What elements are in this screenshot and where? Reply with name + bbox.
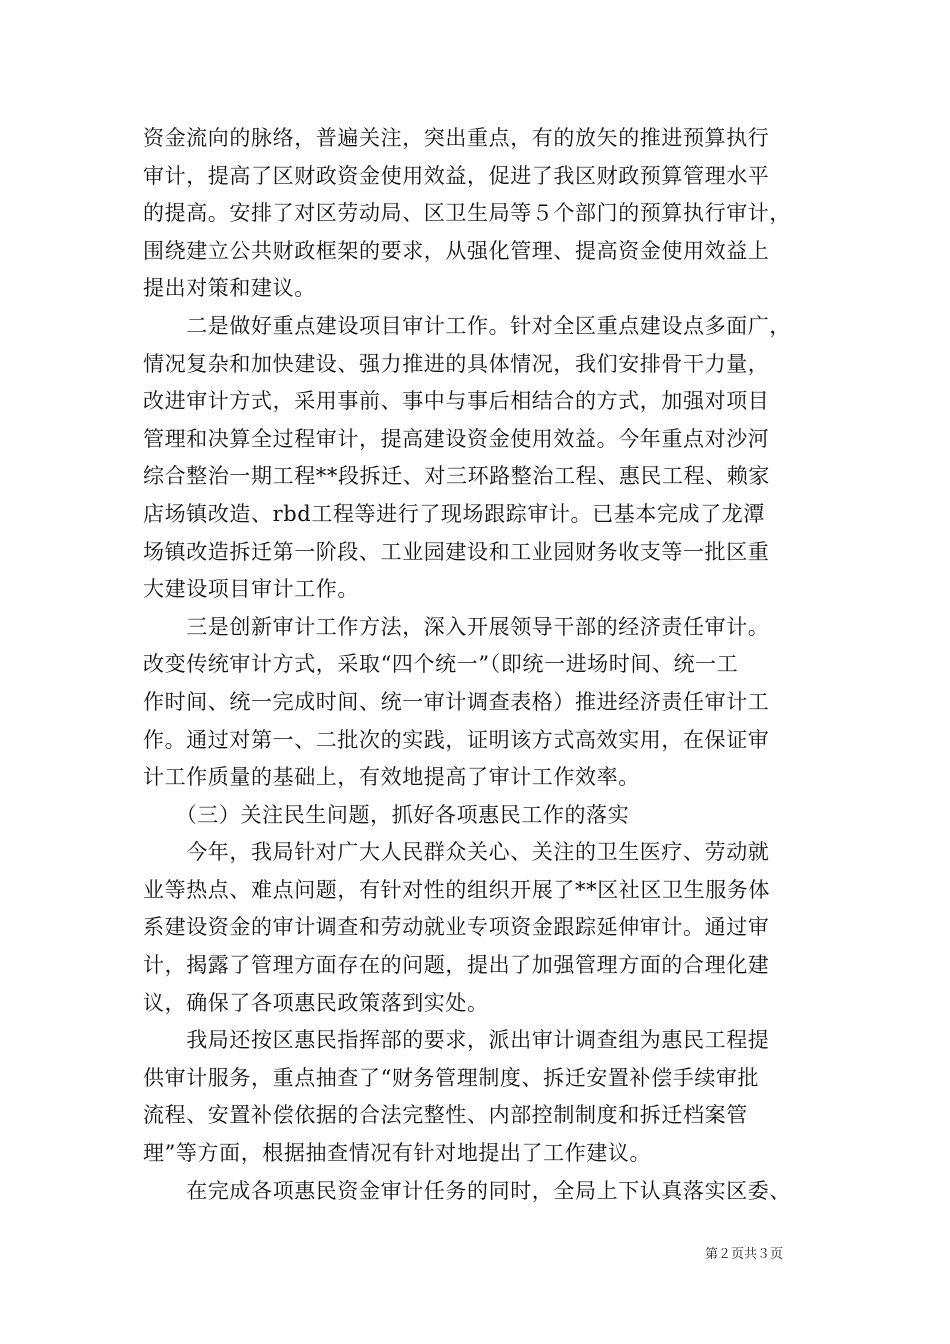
text-line: 改进审计方式，采用事前、事中与事后相结合的方式，加强对项目 [143, 389, 770, 414]
text-line: 改变传统审计方式，采取“四个统一”（即统一进场时间、统一工 [143, 652, 739, 677]
text-line: 情况复杂和加快建设、强力推进的具体情况，我们安排骨干力量， [143, 351, 770, 376]
text-line: 管理和决算全过程审计，提高建设资金使用效益。今年重点对沙河 [143, 426, 770, 451]
text-line: 店场镇改造、rbd工程等进行了现场跟踪审计。已基本完成了龙潭 [143, 501, 765, 526]
text-line: 今年，我局针对广大人民群众关心、关注的卫生医疗、劳动就 [143, 840, 770, 865]
text-line: 系建设资金的审计调查和劳动就业专项资金跟踪延伸审计。通过审 [143, 915, 770, 940]
text-line: 作。通过对第一、二批次的实践，证明该方式高效实用，在保证审 [143, 727, 770, 752]
text-line: 我局还按区惠民指挥部的要求，派出审计调查组为惠民工程提 [143, 1028, 770, 1053]
text-line: 大建设项目审计工作。 [143, 577, 359, 602]
text-line: 审计，提高了区财政资金使用效益，促进了我区财政预算管理水平 [143, 163, 770, 188]
text-line: 场镇改造拆迁第一阶段、工业园建设和工业园财务收支等一批区重 [143, 539, 770, 564]
text-line: 议，确保了各项惠民政策落到实处。 [143, 990, 489, 1015]
text-line: 综合整治一期工程**段拆迁、对三环路整治工程、惠民工程、赖家 [143, 464, 770, 489]
section-heading: （三）关注民生问题，抓好各项惠民工作的落实 [143, 802, 630, 827]
text-line: 围绕建立公共财政框架的要求，从强化管理、提高资金使用效益上 [143, 238, 770, 263]
text-line: 资金流向的脉络，普遍关注，突出重点，有的放矢的推进预算执行 [143, 126, 770, 150]
body-text [143, 120, 813, 1210]
text-line: 的提高。安排了对区劳动局、区卫生局等５个部门的预算执行审计， [143, 201, 791, 226]
text-line: 理”等方面，根据抽查情况有针对地提出了工作建议。 [143, 1141, 652, 1166]
page-number-footer: 第２页共３页 [705, 1247, 784, 1262]
text-line: 计工作质量的基础上，有效地提高了审计工作效率。 [143, 765, 640, 790]
text-line: 业等热点、难点问题，有针对性的组织开展了**区社区卫生服务体 [143, 877, 770, 902]
text-line: 供审计服务，重点抽查了“财务管理制度、拆迁安置补偿手续审批 [143, 1065, 760, 1090]
text-line: 提出对策和建议。 [143, 276, 316, 301]
text-line: 三是创新审计工作方法，深入开展领导干部的经济责任审计。 [143, 614, 770, 639]
text-line: 二是做好重点建设项目审计工作。针对全区重点建设点多面广， [143, 313, 791, 338]
text-line: 在完成各项惠民资金审计任务的同时，全局上下认真落实区委、 [143, 1178, 791, 1203]
text-line: 计，揭露了管理方面存在的问题，提出了加强管理方面的合理化建 [143, 953, 770, 978]
text-line: 作时间、统一完成时间、统一审计调查表格）推进经济责任审计工 [143, 689, 770, 714]
text-line: 流程、安置补偿依据的合法完整性、内部控制制度和拆迁档案管 [143, 1103, 748, 1128]
